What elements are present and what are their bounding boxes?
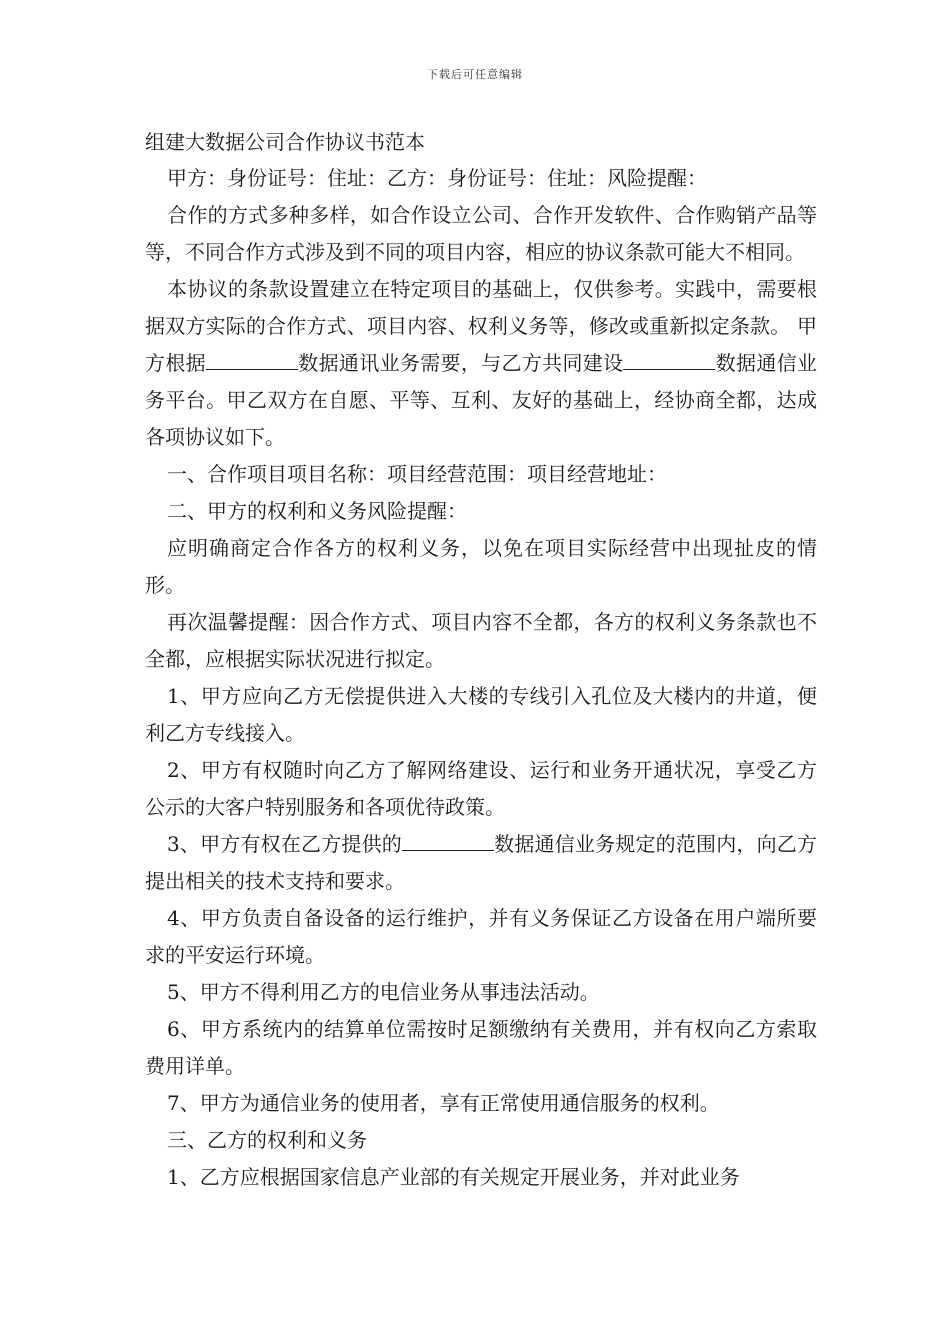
- clause-a-2: 2、甲方有权随时向乙方了解网络建设、运行和业务开通状况，享受乙方公示的大客户特别服务和各项优待政策。: [145, 758, 817, 819]
- warm-reminder-paragraph: 再次温馨提醒：因合作方式、项目内容不全都，各方的权利义务条款也不全都，应根据实际状况进行拟定。: [145, 610, 817, 671]
- clause-a-7: 7、甲方为通信业务的使用者，享有正常使用通信服务的权利。: [167, 1091, 720, 1115]
- clause-b-1: 1、乙方应根据国家信息产业部的有关规定开展业务，并对此业务: [167, 1165, 740, 1189]
- header-note: 下载后可任意编辑: [427, 68, 523, 81]
- scope-text-1: 本协议的条款设置建立在特定项目的基础上，仅供参考。实践中，需要根据双方实际的合作方式、项目内容、权利义务等，修改或重新拟定条款。 甲方根据: [145, 277, 817, 375]
- fill-blank-1[interactable]: [206, 351, 298, 370]
- clause-a-4: 4、甲方负责自备设备的运行维护，并有义务保证乙方设备在用户端所要求的平安运行环境。: [145, 906, 817, 967]
- section-3-heading: 三、乙方的权利和义务: [167, 1128, 367, 1152]
- risk-reminder-paragraph: 应明确商定合作各方的权利义务，以免在项目实际经营中出现扯皮的情形。: [145, 536, 817, 597]
- scope-paragraph: [145, 271, 817, 456]
- document-body: [145, 124, 817, 1196]
- clause-a-3: [145, 826, 817, 900]
- clause-a-1: 1、甲方应向乙方无偿提供进入大楼的专线引入孔位及大楼内的井道，便利乙方专线接入。: [145, 684, 817, 745]
- risk-note-paragraph: 合作的方式多种多样，如合作设立公司、合作开发软件、合作购销产品等等，不同合作方式涉及到不同的项目内容，相应的协议条款可能大不相同。: [145, 203, 817, 264]
- scope-text-2: 数据通讯业务需要，与乙方共同建设: [297, 351, 624, 375]
- fill-blank-3[interactable]: [402, 832, 494, 851]
- clause-a-6: 6、甲方系统内的结算单位需按时足额缴纳有关费用，并有权向乙方索取费用详单。: [145, 1017, 817, 1078]
- fill-blank-2[interactable]: [623, 351, 715, 370]
- parties-paragraph: 甲方：身份证号：住址：乙方：身份证号：住址：风险提醒：: [167, 166, 707, 190]
- scope-text-3: 数据通信业务平台。甲乙双方在自愿、平等、互利、友好的基础上，经协商全都，达成各项协议如下。: [145, 351, 818, 449]
- clause-a-3-text-2: 数据通信业务规定的范围内，向乙方提出相关的技术支持和要求。: [145, 832, 817, 893]
- clause-a-3-text-1: 3、甲方有权在乙方提供的: [167, 832, 402, 856]
- section-1-heading: 一、合作项目项目名称：项目经营范围：项目经营地址：: [167, 462, 667, 486]
- section-2-heading: 二、甲方的权利和义务风险提醒：: [167, 499, 467, 523]
- clause-a-5: 5、甲方不得利用乙方的电信业务从事违法活动。: [167, 980, 600, 1004]
- document-title: 组建大数据公司合作协议书范本: [145, 130, 425, 154]
